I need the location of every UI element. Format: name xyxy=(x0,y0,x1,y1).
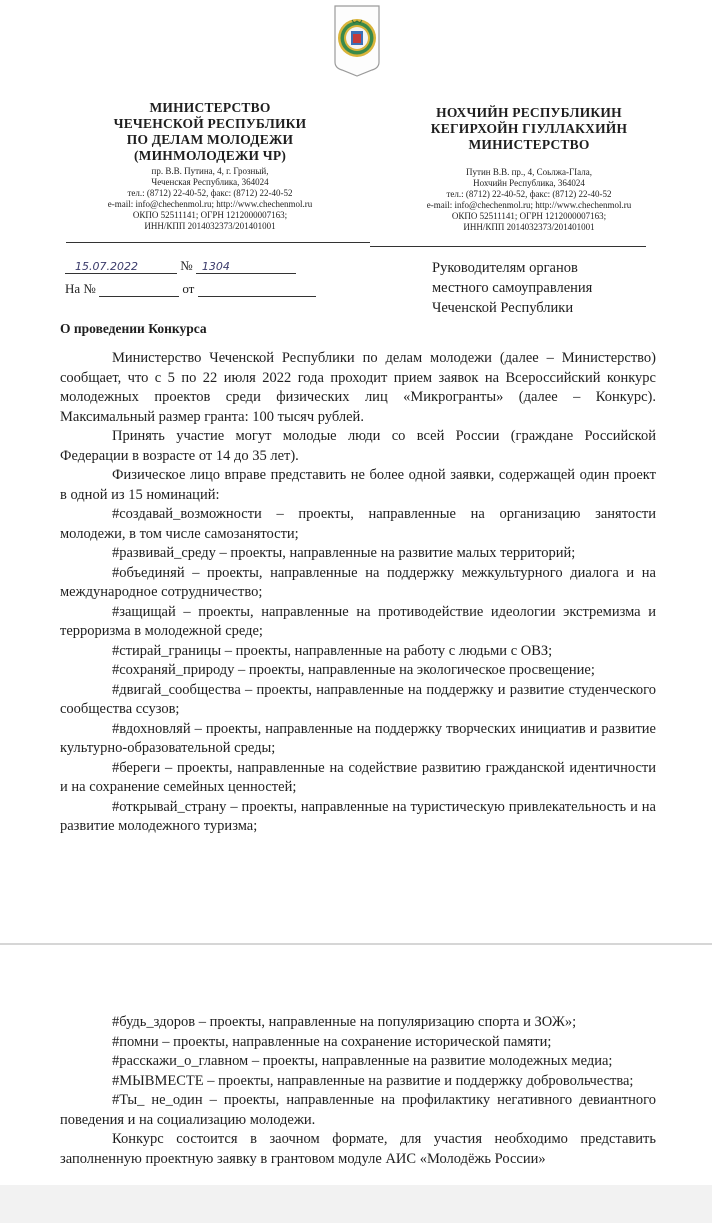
header-right-divider xyxy=(370,246,646,247)
reply-number-label: На № xyxy=(65,281,96,296)
reply-date-field xyxy=(198,282,316,297)
nomination-item: #стирай_границы – проекты, направленные на работу с людьми с ОВЗ; xyxy=(112,642,553,659)
paragraph: Министерство Чеченской Республики по делам молодежи (далее – Министерство) сообщает, что с 5 по 22 июля 2022 года проходит прием заявок на Всероссийский конкурс молодежных проектов среди физических лиц «Микрогранты» (далее – Конкурс). Максимальный размер гранта: 100 тысяч рублей. xyxy=(60,350,656,425)
viewport-bottom-edge xyxy=(0,1185,712,1223)
nomination-item: #будь_здоров – проекты, направленные на популяризацию спорта и ЗОЖ»; xyxy=(112,1014,577,1030)
letter-subject: О проведении Конкурса xyxy=(60,321,207,336)
number-handwritten: 1304 xyxy=(201,260,230,273)
reply-from-label: от xyxy=(182,281,195,296)
number-field xyxy=(196,259,296,274)
reply-line xyxy=(65,281,316,297)
nomination-item: #развивай_среду – проекты, направленные на развитие малых территорий; xyxy=(112,545,576,561)
nomination-item: #двигай_сообщества – проекты, направленные на поддержку и развитие студенческого сообщества ссузов; xyxy=(60,681,656,717)
paragraph: Конкурс состоится в заочном формате, для участия необходимо представить заполненную проектную заявку в грантовом модуле АИС «Молодёжь России» xyxy=(60,1131,656,1167)
nomination-item: #помни – проекты, направленные на сохранение исторической памяти; xyxy=(112,1033,552,1050)
nomination-item: #вдохновляй – проекты, направленные на поддержку творческих инициатив и развитие культурно-образовательной среды; xyxy=(60,720,656,756)
header-right-block xyxy=(382,105,676,233)
header-left-block xyxy=(60,100,360,232)
letter-body-page-1 xyxy=(60,349,656,837)
letter-body-page-2 xyxy=(60,1013,656,1169)
ministry-address-ru: пр. В.В. Путина, 4, г. Грозный, Чеченская Республика, 364024 тел.: (8712) 22-40-52, факс: (8712) 22-40-52 e-mail: info@chechenmol.ru; http://www.chechenmol.ru ОКПО 52511141; ОГРН 1212000007163; ИНН/КПП 2014032373/201401001 xyxy=(107,166,313,231)
coat-of-arms-icon xyxy=(332,4,382,80)
paragraph: Физическое лицо вправе представить не более одной заявки, содержащей один проект в одной из 15 номинаций: xyxy=(60,467,656,503)
registration-line xyxy=(65,258,296,274)
nomination-item: #сохраняй_природу – проекты, направленные на экологическое просвещение; xyxy=(112,662,595,678)
nomination-item: #береги – проекты, направленные на содействие развитию гражданской идентичности и на сохранение семейных ценностей; xyxy=(60,759,656,795)
nomination-item: #расскажи_о_главном – проекты, направленные на развитие молодежных медиа; xyxy=(112,1053,613,1069)
nomination-item: #Ты_ не_один – проекты, направленные на профилактику негативного девиантного поведения и на социализацию молодежи. xyxy=(60,1092,656,1128)
addressee: Руководителям органов местного самоуправления Чеченской Республики xyxy=(432,260,593,316)
reply-number-field xyxy=(99,282,179,297)
nomination-item: #МЫВМЕСТЕ – проекты, направленные на развитие и поддержку добровольчества; xyxy=(112,1072,634,1089)
nomination-item: #защищай – проекты, направленные на противодействие идеологии экстремизма и терроризма в молодежной среде; xyxy=(60,603,656,639)
nomination-item: #создавай_возможности – проекты, направленные на организацию занятости молодежи, в том числе самозанятости; xyxy=(60,506,656,542)
number-label: № xyxy=(180,258,193,273)
ministry-address-ce: Путин В.В. пр., 4, Соьлжа-ГIала, Нохчийн Республика, 364024 тел.: (8712) 22-40-52, факс: (8712) 22-40-52 e-mail: info@chechenmol.ru; http://www.chechenmol.ru ОКПО 52511141; ОГРН 1212000007163; ИНН/КПП 2014032373/201401001 xyxy=(426,167,632,232)
paragraph: Принять участие могут молодые люди со всей России (граждане Российской Федерации в возрасте от 14 до 35 лет). xyxy=(60,428,656,464)
date-handwritten: 15.07.2022 xyxy=(75,260,138,273)
ministry-name-ce: НОХЧИЙН РЕСПУБЛИКИН КЕГИРХОЙН ГIУЛЛАКХИЙН МИНИСТЕРСТВО xyxy=(430,105,628,152)
date-field xyxy=(65,259,177,274)
nomination-item: #открывай_страну – проекты, направленные на туристическую привлекательность и на развитие молодежного туризма; xyxy=(60,798,656,834)
nomination-item: #объединяй – проекты, направленные на поддержку межкультурного диалога и на международное сотрудничество; xyxy=(60,564,656,600)
ministry-name-ru: МИНИСТЕРСТВО ЧЕЧЕНСКОЙ РЕСПУБЛИКИ ПО ДЕЛАМ МОЛОДЕЖИ (МИНМОЛОДЕЖИ ЧР) xyxy=(113,100,307,163)
header-left-divider xyxy=(66,242,370,243)
